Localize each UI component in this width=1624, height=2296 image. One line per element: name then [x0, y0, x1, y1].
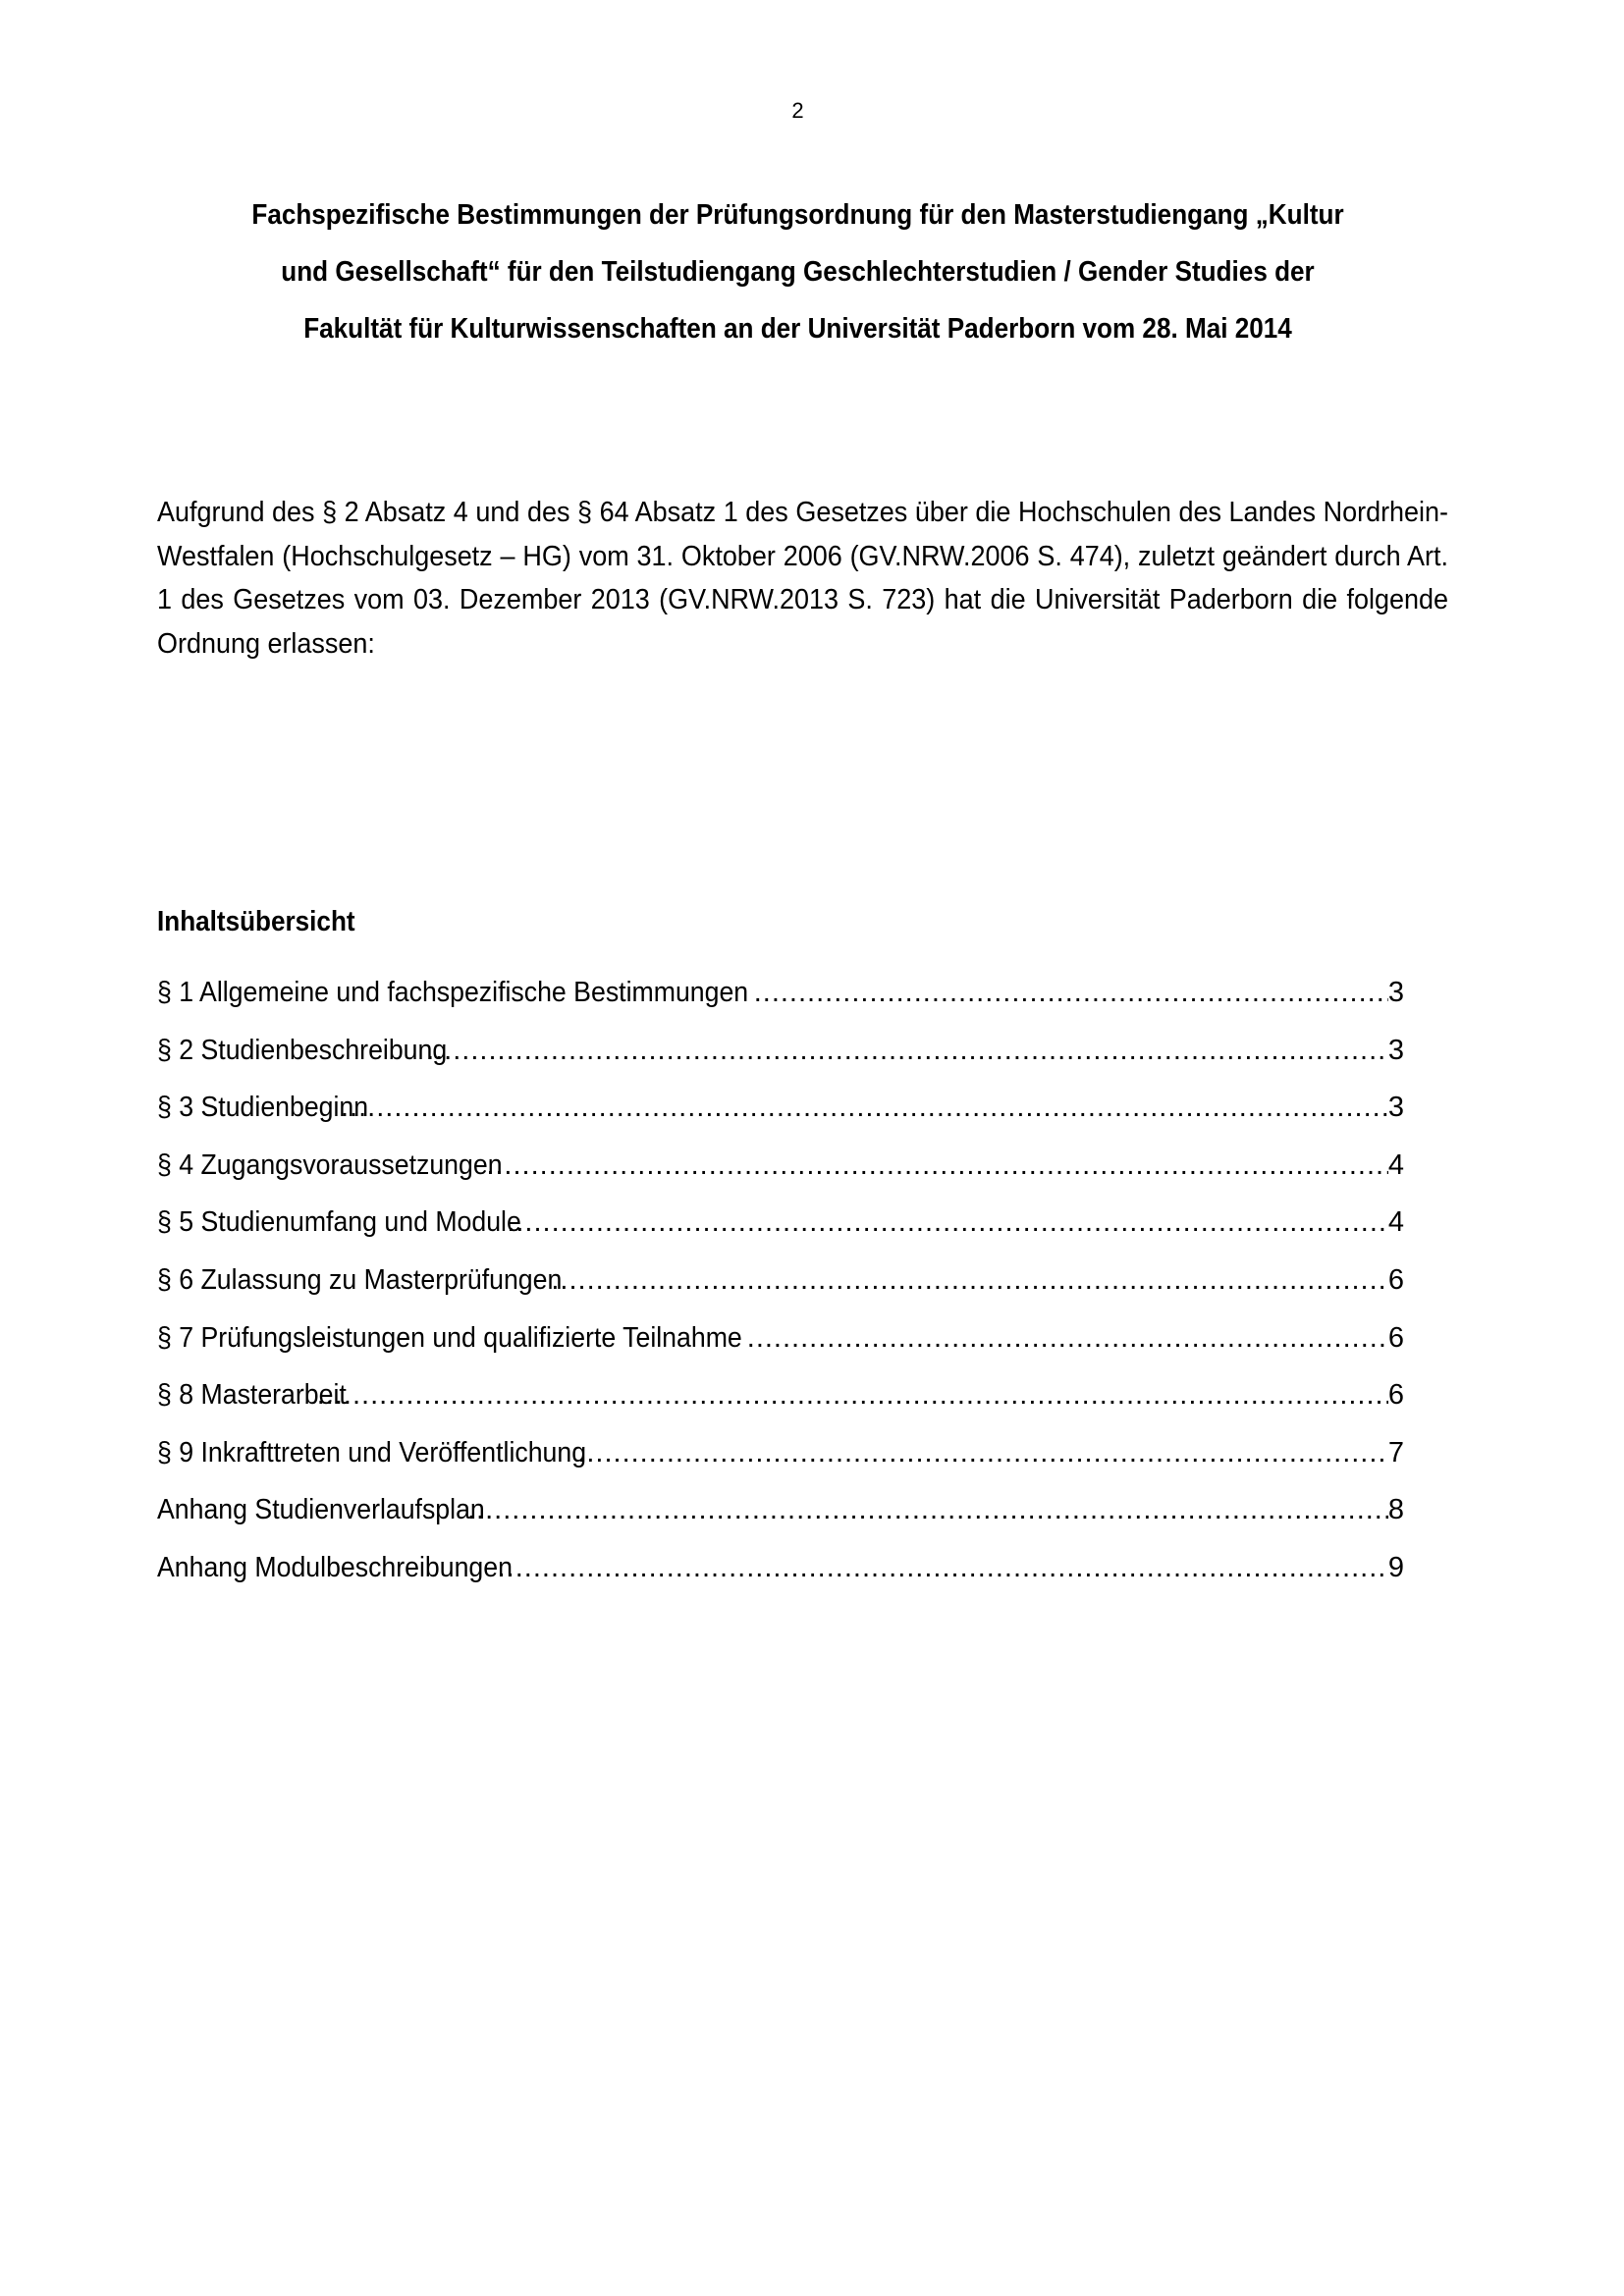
toc-entry-label: Anhang Modulbeschreibungen	[157, 1551, 513, 1583]
toc-entry-3[interactable]	[157, 1092, 1404, 1149]
toc-entry-9[interactable]	[157, 1437, 1404, 1495]
toc-entry-label: § 6 Zulassung zu Masterprüfungen	[157, 1263, 563, 1296]
toc-entry-label: § 8 Masterarbeit	[157, 1379, 347, 1412]
toc-entry-1[interactable]	[157, 977, 1404, 1035]
toc-entry-page: 3	[1387, 1092, 1404, 1124]
toc-entry-label: § 7 Prüfungsleistungen und qualifizierte Teilnahme	[157, 1321, 742, 1354]
toc-entry-label: Anhang Studienverlaufsplan	[157, 1494, 485, 1526]
toc-leader-dots	[313, 1379, 1388, 1412]
toc-entry-label: § 5 Studienumfang und Module	[157, 1206, 521, 1239]
toc-entry-page: 6	[1387, 1321, 1404, 1354]
toc-entry-label: § 1 Allgemeine und fachspezifische Bestimmungen	[157, 977, 749, 1008]
toc-leader-dots	[463, 1494, 1388, 1526]
toc-entry-page: 3	[1387, 1034, 1404, 1066]
toc-entry-page: 4	[1387, 1148, 1404, 1181]
toc-entry-10[interactable]	[157, 1494, 1404, 1552]
toc-entry-page: 3	[1387, 977, 1404, 1008]
toc-leader-dots	[503, 1206, 1388, 1239]
toc-entry-8[interactable]	[157, 1379, 1404, 1437]
toc-entry-11[interactable]	[157, 1552, 1404, 1610]
toc-leader-dots	[482, 1149, 1388, 1182]
toc-entry-page: 9	[1387, 1551, 1404, 1583]
toc-entry-page: 4	[1387, 1206, 1404, 1239]
toc-leader-dots	[494, 1552, 1388, 1584]
toc-entry-label: § 4 Zugangsvoraussetzungen	[157, 1148, 503, 1181]
toc-entry-page: 8	[1387, 1494, 1404, 1526]
toc-leader-dots	[422, 1035, 1388, 1067]
toc-leader-dots	[547, 1264, 1388, 1297]
toc-entry-label: § 9 Inkrafttreten und Veröffentlichung	[157, 1436, 587, 1468]
toc-entry-6[interactable]	[157, 1264, 1404, 1322]
toc-entry-page: 7	[1387, 1436, 1404, 1468]
document-title: Fachspezifische Bestimmungen der Prüfungsordnung für den Masterstudiengang „Kultur und Gesellschaft“ für den Teilstudiengang Geschlechterstudien / Gender Studies der Fakultät für Kulturwissenschaften an der Universität Paderborn vom 28. Mai 2014	[251, 199, 1344, 345]
toc-entry-7[interactable]	[157, 1322, 1404, 1380]
toc-entry-page: 6	[1387, 1379, 1404, 1412]
toc-leader-dots	[573, 1437, 1388, 1469]
toc-entry-5[interactable]	[157, 1206, 1404, 1264]
preamble-paragraph: Aufgrund des § 2 Absatz 4 und des § 64 Absatz 1 des Gesetzes über die Hochschulen des Landes Nordrhein-Westfalen (Hochschulgesetz – HG) vom 31. Oktober 2006 (GV.NRW.2006 S. 474), zuletzt geändert durch Art. 1 des Gesetzes vom 03. Dezember 2013 (GV.NRW.2013 S. 723) hat die Universität Paderborn die folgende Ordnung erlassen:	[157, 497, 1449, 660]
toc-entry-label: § 3 Studienbeginn	[157, 1092, 369, 1124]
toc-entry-4[interactable]	[157, 1149, 1404, 1207]
toc-entry-label: § 2 Studienbeschreibung	[157, 1034, 448, 1066]
toc-entry-2[interactable]	[157, 1035, 1404, 1093]
toc-leader-dots	[750, 977, 1388, 1009]
page-number: 2	[791, 98, 804, 123]
table-of-contents	[157, 977, 1404, 1610]
toc-leader-dots	[337, 1092, 1388, 1124]
toc-entry-page: 6	[1387, 1263, 1404, 1296]
toc-leader-dots	[743, 1322, 1388, 1355]
toc-heading: Inhaltsübersicht	[157, 906, 355, 937]
